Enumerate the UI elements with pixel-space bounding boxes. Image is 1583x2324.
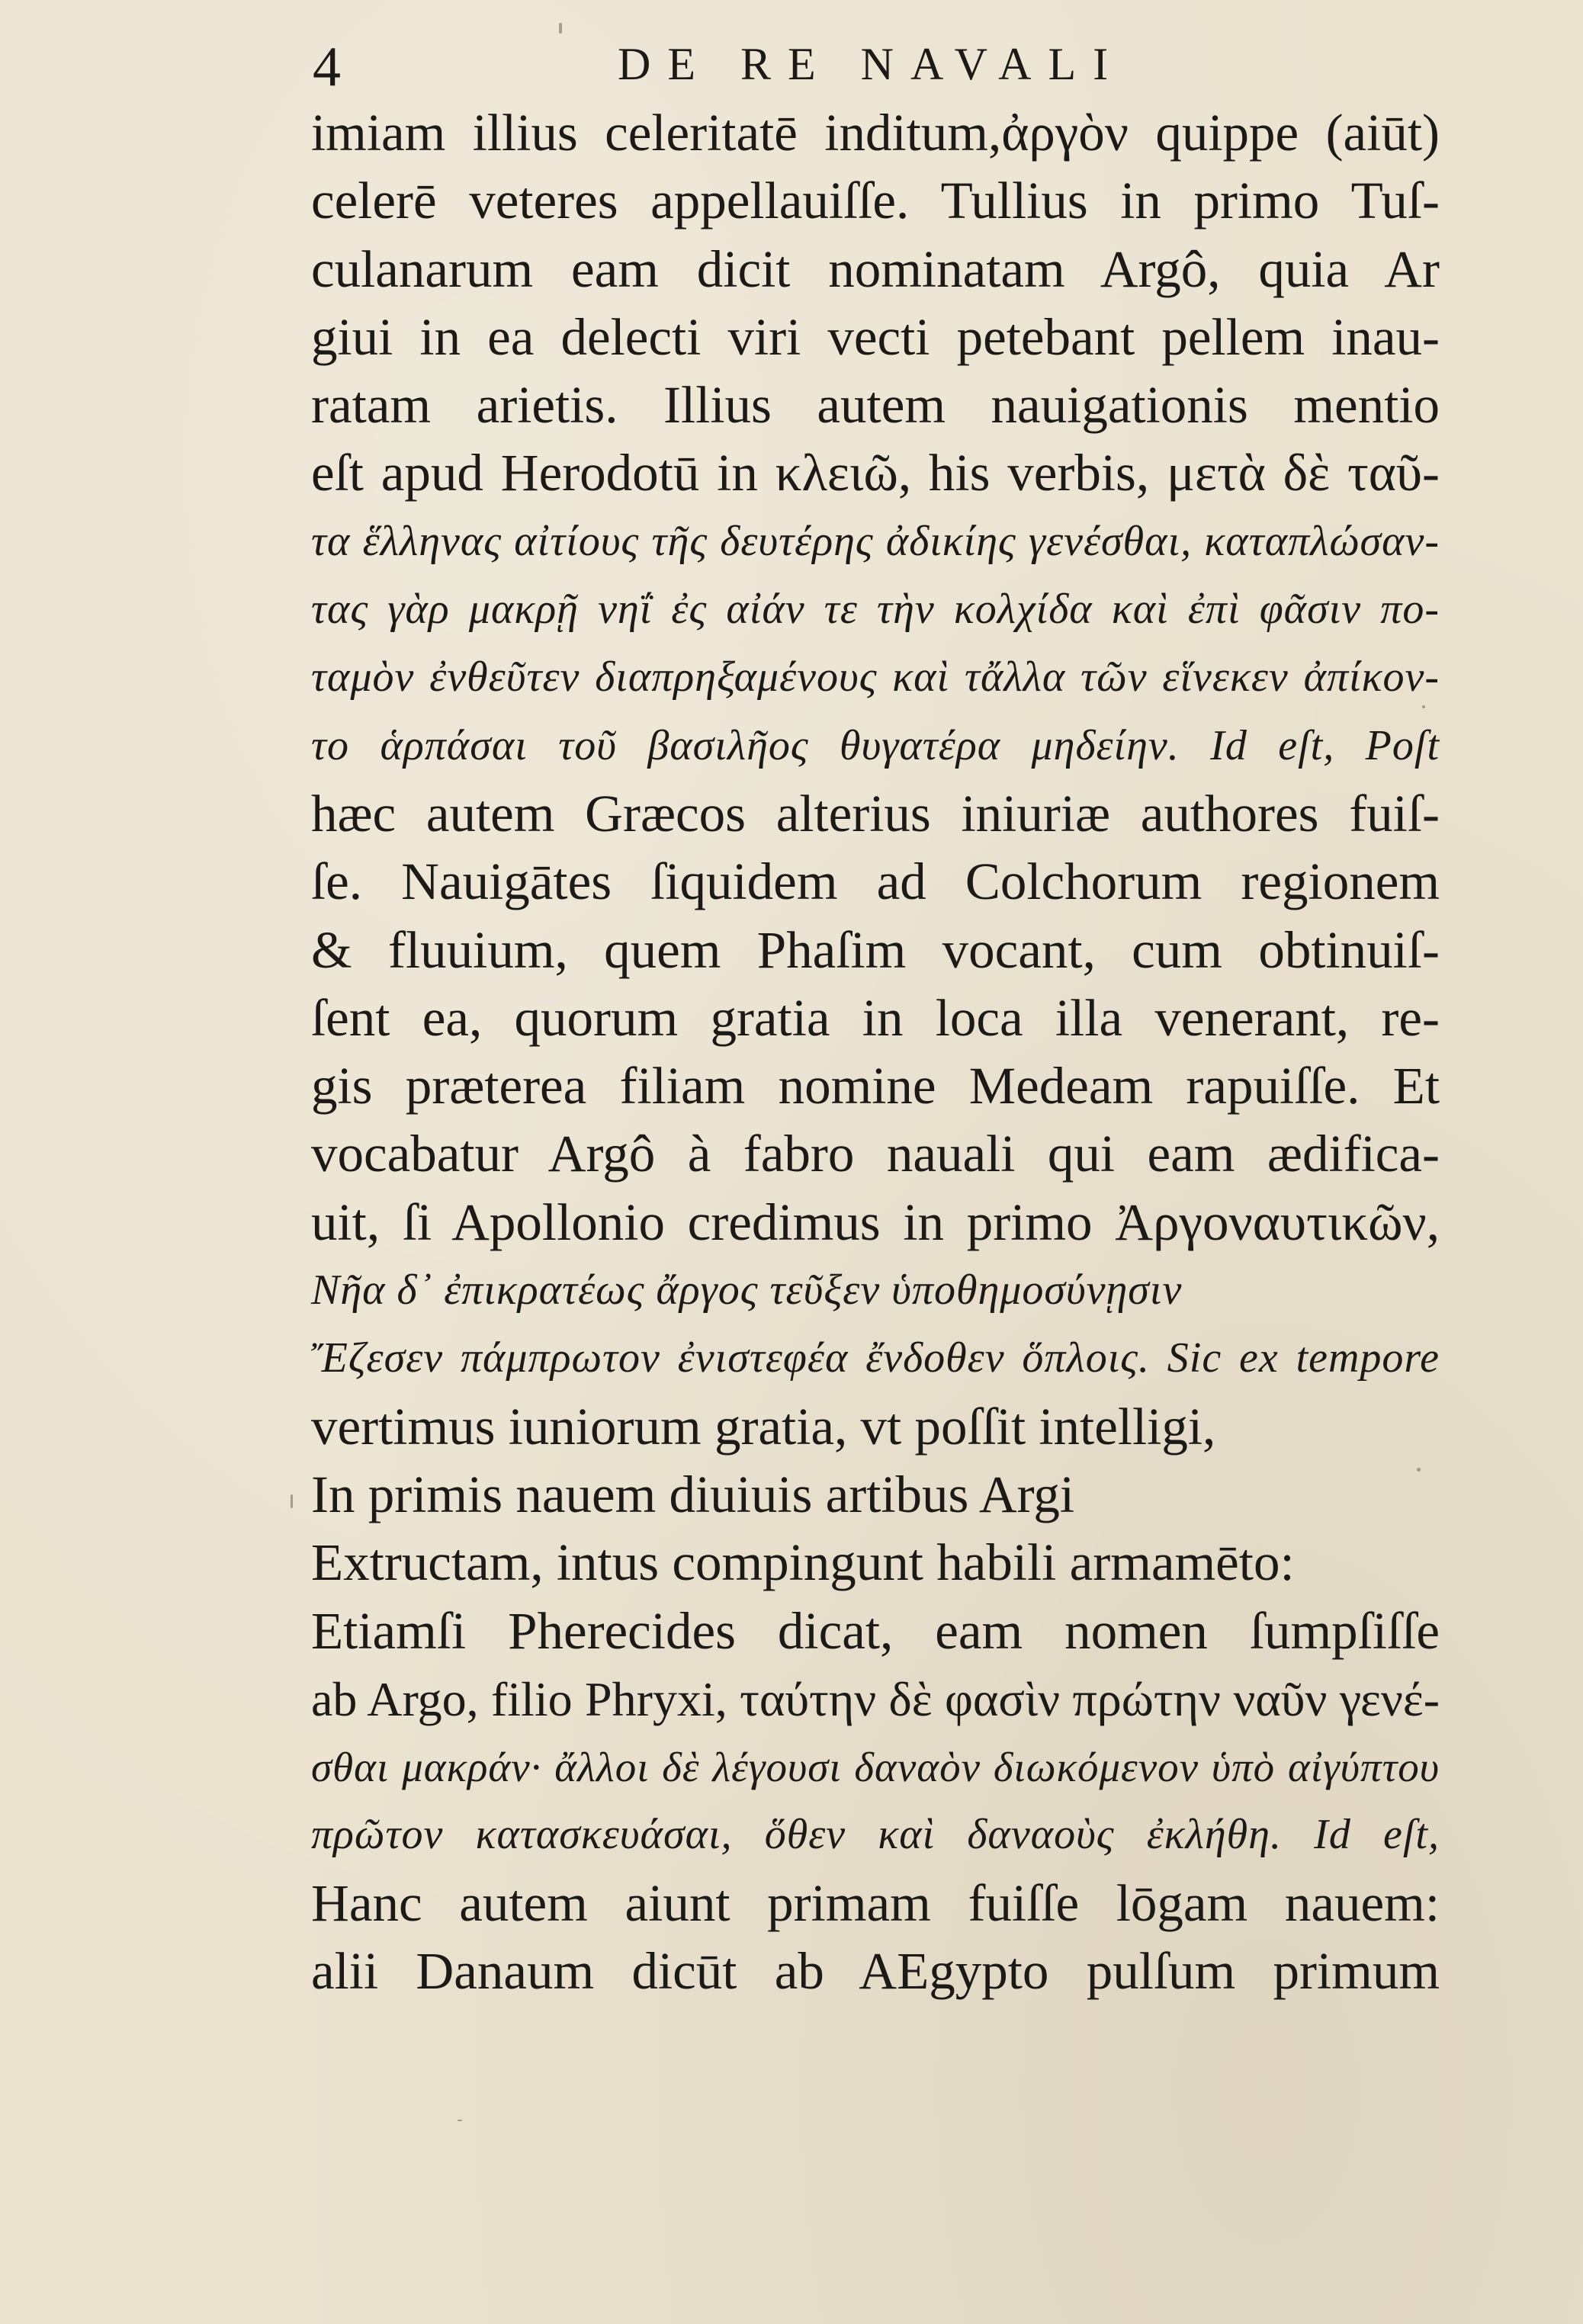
- text-line: culanarum eam dicit nominatam Argô, quia Ar: [311, 239, 1440, 298]
- text-line: vocabatur Argô à fabro nauali qui eam ædifica-: [311, 1125, 1440, 1183]
- text-line: ab Argo, filio Phryxi, ταύτην δὲ φασὶν πρώτην ναῦν γενέ-: [311, 1671, 1440, 1726]
- text-line: hæc autem Græcos alterius iniuriæ authores fuiſ-: [311, 784, 1440, 843]
- paper-speck: [1417, 1468, 1421, 1472]
- text-line: uit, ſi Apollonio credimus in primo Ἀργοναυτικῶν,: [311, 1192, 1440, 1251]
- page-number: 4: [313, 36, 341, 98]
- text-line: Etiamſi Pherecides dicat, eam nomen ſumpſiſſe: [311, 1601, 1440, 1660]
- text-line: eſt apud Herodotū in κλειῶ, his verbis, μετὰ δὲ ταῦ-: [311, 444, 1440, 502]
- running-title: DE RE NAVALI: [618, 39, 1125, 89]
- greek-text-line: τα ἕλληνας αἰτίους τῆς δευτέρης ἀδικίης γενέσθαι, καταπλώσαν-: [311, 517, 1440, 565]
- greek-text-line: ταμὸν ἐνθεῦτεν διαπρηξαμένους καὶ τἄλλα τῶν εἵνεκεν ἀπίκον-: [311, 653, 1440, 701]
- paper-speck: [291, 1494, 293, 1508]
- text-line: celerē veteres appellauiſſe. Tullius in primo Tuſ-: [311, 172, 1440, 230]
- text-line: Hanc autem aiunt primam fuiſſe lōgam nauem:: [311, 1873, 1440, 1932]
- paper-speck: [1422, 705, 1425, 708]
- text-line: ſent ea, quorum gratia in loca illa venerant, re-: [311, 988, 1440, 1047]
- verse-line: Extructam, intus compingunt habili armamēto:: [311, 1533, 1295, 1592]
- body-text: [311, 99, 1440, 2005]
- paper-speck: [458, 2120, 462, 2121]
- greek-text-line: Ἔζεσεν πάμπρωτον ἐνιστεφέα ἔνδοθεν ὅπλοις. Sic ex tempore: [311, 1334, 1440, 1382]
- greek-text-line: Νῆα δ᾽ ἐπικρατέως ἄργος τεῦξεν ὑποθημοσύνῃσιν: [311, 1266, 1183, 1314]
- text-line: vertimus iuniorum gratia, vt poſſit intelligi,: [311, 1397, 1216, 1456]
- greek-text-line: τας γὰρ μακρῇ νηΐ ἐς αἰάν τε τὴν κολχίδα καὶ ἐπὶ φᾶσιν πο-: [311, 586, 1440, 634]
- text-line: gis præterea filiam nomine Medeam rapuiſſe. Et: [311, 1057, 1440, 1115]
- greek-text-line: σθαι μακράν· ἄλλοι δὲ λέγουσι δαναὸν διωκόμενον ὑπὸ αἰγύπτου: [311, 1744, 1440, 1791]
- page-header: [313, 21, 1411, 105]
- text-line: alii Danaum dicūt ab AEgypto pulſum primum: [311, 1942, 1440, 2001]
- verse-line: In primis nauem diuiuis artibus Argi: [311, 1465, 1075, 1523]
- greek-text-line: το ἁρπάσαι τοῦ βασιλῆος θυγατέρα μηδείην. Id eſt, Poſt: [311, 721, 1440, 769]
- text-line: giui in ea delecti viri vecti petebant pellem inau-: [311, 307, 1440, 366]
- text-line: ratam arietis. Illius autem nauigationis mentio: [311, 376, 1440, 435]
- text-line: imiam illius celeritatē inditum,ἀργὸν quippe (aiūt): [311, 104, 1440, 162]
- text-line: ſe. Nauigātes ſiquidem ad Colchorum regionem: [311, 852, 1440, 911]
- greek-text-line: πρῶτον κατασκευάσαι, ὅθεν καὶ δαναοὺς ἐκλήθη. Id eſt,: [311, 1811, 1440, 1859]
- paper-speck: [559, 23, 562, 34]
- text-line: & fluuium, quem Phaſim vocant, cum obtinuiſ-: [311, 920, 1440, 979]
